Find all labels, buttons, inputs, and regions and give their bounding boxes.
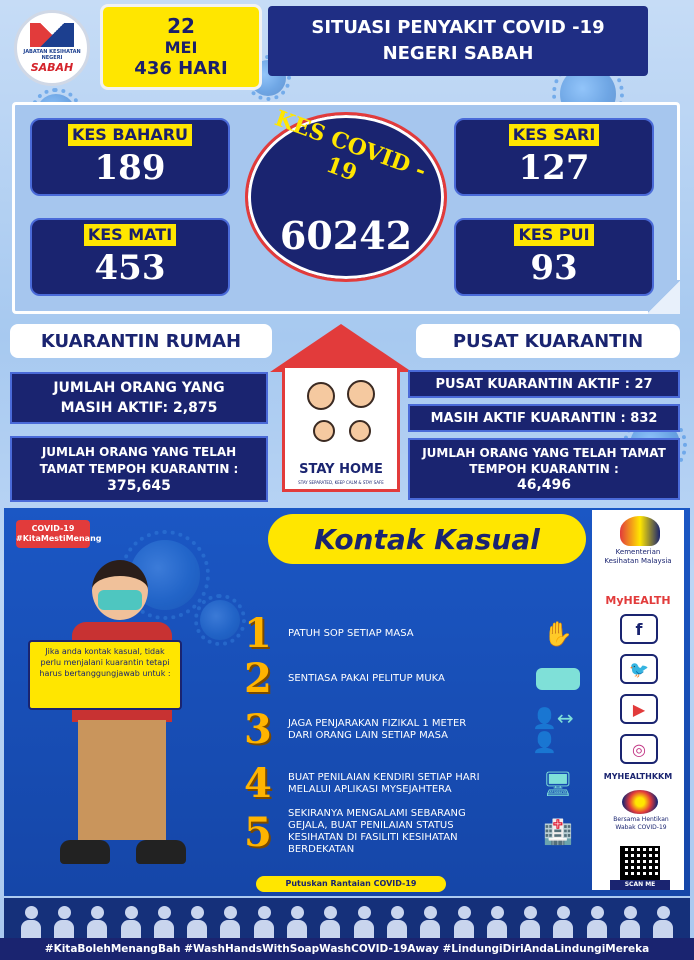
- person-icon: [620, 906, 640, 938]
- person-icon: [553, 906, 573, 938]
- scan-me-label: SCAN ME: [610, 880, 670, 890]
- person-icon: [487, 906, 507, 938]
- person-icon: [320, 906, 340, 938]
- stat-kes-pui: [454, 218, 654, 296]
- stat-label: KES MATI: [84, 224, 176, 246]
- kontak-kasual-title: Kontak Kasual: [268, 514, 586, 564]
- putuskan-rantaian-label: Putuskan Rantaian COVID-19: [256, 876, 446, 892]
- stat-label: KES BAHARU: [68, 124, 192, 146]
- tamat-label: JUMLAH ORANG YANG TELAH TAMAT TEMPOH KUARANTIN :: [422, 446, 666, 476]
- tamat-value: 46,496: [516, 477, 572, 493]
- step-number: 5: [244, 808, 272, 856]
- stat-value: 453: [94, 248, 166, 288]
- step-text: SEKIRANYA MENGALAMI SEBARANG GEJALA, BUAT PENILAIAN STATUS KESIHATAN DI FASILITI KESIHATAN BERDEKATAN: [288, 808, 466, 855]
- mountain-logo-icon: [30, 23, 74, 47]
- badge-line-2: #KitaMestiMenang: [16, 534, 102, 543]
- person-icon: [587, 906, 607, 938]
- myhealth-logo: MyHEALTH: [605, 594, 671, 607]
- logo-small-text: JABATAN KESIHATAN NEGERI: [23, 48, 81, 61]
- step-text: SENTIASA PAKAI PELITUP MUKA: [288, 672, 445, 684]
- total-cases-label: KES COVID - 19: [271, 105, 430, 187]
- step-text: JAGA PENJARAKAN FIZIKAL 1 METER DARI ORANG LAIN SETIAP MASA: [288, 717, 467, 741]
- kuarantin-rumah-heading: KUARANTIN RUMAH: [10, 324, 272, 358]
- person-icon: [354, 906, 374, 938]
- bersama-label: Bersama Hentikan Wabak COVID-19: [613, 816, 669, 831]
- person-icon: [54, 906, 74, 938]
- face-mask-icon: [98, 590, 142, 610]
- covid-badge: [16, 520, 102, 548]
- stat-value: 93: [530, 248, 578, 288]
- stat-label: KES SARI: [509, 124, 600, 146]
- person-icon: [287, 906, 307, 938]
- stat-value: 127: [518, 148, 590, 188]
- ministry-label: Kementerian Kesihatan Malaysia: [604, 548, 672, 565]
- twitter-icon[interactable]: 🐦: [620, 654, 658, 684]
- date-box: [100, 4, 262, 90]
- step-number: 4: [244, 760, 272, 807]
- masih-aktif-kuarantin: MASIH AKTIF KUARANTIN : 832: [408, 404, 680, 432]
- pusat-kuarantin-heading: PUSAT KUARANTIN: [416, 324, 680, 358]
- pusat-kuarantin-aktif: PUSAT KUARANTIN AKTIF : 27: [408, 370, 680, 398]
- hashtags-footer: #KitaBolehMenangBah #WashHandsWithSoapWashCOVID-19Away #LindungiDiriAndaLindungiMereka: [0, 938, 694, 960]
- tamat-value: 375,645: [107, 477, 171, 494]
- badge-line-1: COVID-19: [31, 524, 75, 533]
- step-4: [244, 760, 584, 807]
- title-line-2: NEGERI SABAH: [382, 43, 534, 64]
- hand-sanitizer-icon: ✋: [543, 619, 573, 648]
- step-text: PATUH SOP SETIAP MASA: [288, 627, 414, 639]
- instagram-icon[interactable]: ◎: [620, 734, 658, 764]
- frontliners-strip: [4, 898, 690, 938]
- bersama-logo-icon: [622, 790, 658, 814]
- stat-kes-baharu: [30, 118, 230, 196]
- kuarantin-rumah-aktif: JUMLAH ORANG YANG MASIH AKTIF: 2,875: [10, 372, 268, 424]
- physical-distance-icon: 👤↔👤: [532, 705, 574, 754]
- date-month: MEI: [164, 38, 198, 57]
- step-2: [244, 655, 584, 702]
- stat-label: KES PUI: [514, 224, 593, 246]
- stay-home-tiny-text: STAY SEPARATED, KEEP CALM & STAY SAFE: [298, 480, 384, 485]
- total-cases-circle: [245, 105, 447, 282]
- family-icon: [303, 376, 385, 456]
- total-cases-value: 60242: [279, 213, 413, 258]
- speech-sign: Jika anda kontak kasual, tidak perlu menjalani kuarantin tetapi harus bertanggungjawab untuk :: [28, 640, 182, 710]
- step-number: 2: [244, 655, 272, 702]
- virus-decoration-icon: [200, 600, 240, 640]
- kuarantin-rumah-tamat: [10, 436, 268, 502]
- house-roof-icon: [270, 324, 412, 372]
- person-icon: [21, 906, 41, 938]
- person-icon: [420, 906, 440, 938]
- stay-home-illustration: [270, 324, 412, 492]
- myhealth-handle: MYHEALTHKKM: [603, 772, 673, 781]
- person-icon: [154, 906, 174, 938]
- person-icon: [187, 906, 207, 938]
- man-with-mask-illustration: [50, 560, 200, 880]
- date-day: 22: [167, 14, 195, 38]
- malaysia-crest-icon: [620, 516, 660, 546]
- stay-home-label: STAY HOME: [299, 462, 383, 477]
- stat-kes-sari: [454, 118, 654, 196]
- face-mask-icon: [532, 659, 584, 699]
- person-icon: [220, 906, 240, 938]
- stat-kes-mati: [30, 218, 230, 296]
- self-assessment-icon: 🖥: [542, 769, 574, 798]
- qr-code-icon[interactable]: [620, 846, 660, 880]
- youtube-icon[interactable]: ▶: [620, 694, 658, 724]
- step-number: 3: [244, 706, 272, 753]
- health-facility-icon: 🏥: [543, 818, 573, 846]
- pusat-kuarantin-tamat: [408, 438, 680, 500]
- stat-value: 189: [94, 148, 166, 188]
- person-icon: [653, 906, 673, 938]
- step-1: [244, 610, 584, 657]
- step-text: BUAT PENILAIAN KENDIRI SETIAP HARI MELALUI APLIKASI MYSEJAHTERA: [288, 771, 480, 795]
- person-icon: [254, 906, 274, 938]
- title-line-1: SITUASI PENYAKIT COVID -19: [311, 17, 605, 38]
- person-icon: [87, 906, 107, 938]
- tamat-label: JUMLAH ORANG YANG TELAH TAMAT TEMPOH KUARANTIN :: [39, 444, 239, 476]
- person-icon: [387, 906, 407, 938]
- date-days-count: 436 HARI: [134, 58, 228, 79]
- step-5: [244, 808, 584, 856]
- step-3: [244, 706, 584, 753]
- person-icon: [121, 906, 141, 938]
- facebook-icon[interactable]: f: [620, 614, 658, 644]
- logo-big-text: SABAH: [30, 60, 74, 74]
- sabah-health-logo: [14, 10, 90, 86]
- person-icon: [520, 906, 540, 938]
- person-icon: [454, 906, 474, 938]
- step-number: 1: [244, 610, 272, 657]
- page-title: [268, 6, 648, 76]
- house-body: [282, 368, 400, 492]
